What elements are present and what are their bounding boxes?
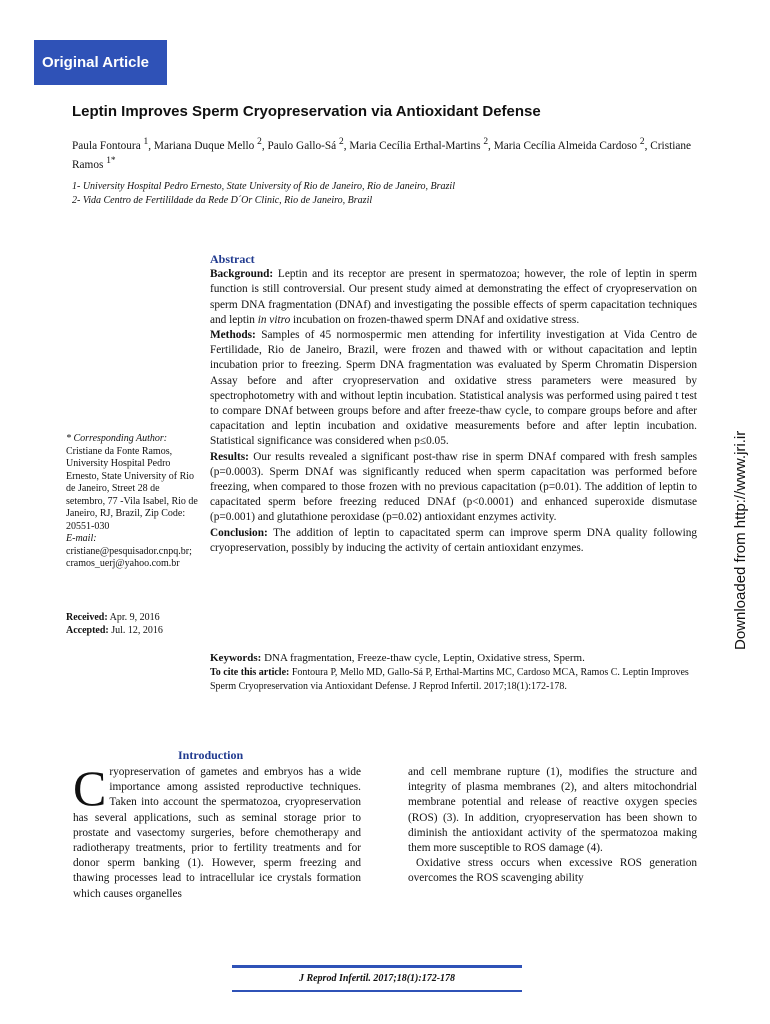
background-italic: in vitro: [257, 313, 291, 326]
author-affil-sup: 2: [483, 137, 489, 147]
corresponding-author: [66, 433, 198, 571]
abstract-background: [210, 267, 697, 328]
email-label: E-mail:: [66, 533, 97, 544]
conclusion-text: The addition of leptin to capacitated sperm can improve sperm DNA quality following cryopreservation, possibly by inducing the activity of certain antioxidant enzymes.: [210, 526, 697, 554]
background-text-cont: incubation on frozen-thawed sperm DNAf and oxidative stress.: [290, 313, 580, 326]
author-affil-sup: 2: [339, 137, 344, 147]
author-name: , Mariana Duque Mello: [148, 139, 255, 152]
keywords-text: DNA fragmentation, Freeze-thaw cycle, Leptin, Oxidative stress, Sperm.: [261, 652, 585, 664]
keywords: [210, 652, 697, 666]
corresponding-label: * Corresponding Author:: [66, 433, 168, 444]
abstract-results: [210, 450, 697, 526]
conclusion-label: Conclusion:: [210, 526, 268, 539]
intro-col1-text: ryopreservation of gametes and embryos has a wide importance among assisted reproductive techniques. Taken into account the spermatozoa, cryopreservation has several applications, such as seminal storage prior to prostate and vasectomy surgeries, before chemotherapy and radiotherapy treatments, prior to fertility treatments and for donor sperm banking (1). However, sperm freezing and thawing processes lead to intracellular ice crystals formation which causes organelles: [73, 766, 361, 900]
background-text: Leptin and its receptor are present in spermatozoa; however, the role of leptin in sperm function is still controversial. Our present study aimed at demonstrating the effect of cryopreservation on sperm DNA fragmentation (DNAf) and investigating the possible effects of sperm capacitation techniques and leptin: [210, 268, 697, 326]
author-affil-sup: 2: [257, 137, 262, 147]
affiliation-line: 2- Vida Centro de Fertilildade da Rede D´Or Clinic, Rio de Janeiro, Brazil: [72, 195, 373, 206]
methods-text: Samples of 45 normospermic men attending for infertility investigation at Vida Centro de Fertilidade, Rio de Janeiro, Brazil, were frozen and thawed with or without capacitation and leptin incubation prior to freezing. Sperm DNA fragmentation was evaluated by Sperm Chromatin Dispersion Assay before and after cryopreservation and oxidative stress parameters were measured by spectrophotometry with and without leptin incubation. Statistical analysis was performed using paired t test to compare DNAf between groups before and after freeze-thaw cycle, to compare groups before and after capacitation and leptin incubation and oxidative measurements before and after leptin incubation. Statistical significance was considered when p≤0.05.: [210, 329, 697, 448]
intro-col2-paragraph: Oxidative stress occurs when excessive ROS generation overcomes the ROS scavenging ability: [408, 857, 697, 885]
results-label: Results:: [210, 450, 249, 463]
affiliations: [72, 180, 455, 208]
received-value: Apr. 9, 2016: [107, 612, 160, 623]
author-name: Paula Fontoura: [72, 139, 141, 152]
intro-column-left: [73, 760, 361, 902]
accepted-value: Jul. 12, 2016: [108, 625, 163, 636]
intro-col2-paragraph: and cell membrane rupture (1), modifies the structure and integrity of plasma membranes (2), and alters mitochondrial membrane potential and release of reactive oxygen species (ROS) (3). In addition, cryopreservation has been shown to diminish the antioxidant activity of the spermatozoa making them more susceptible to ROS damage (4).: [408, 766, 697, 855]
background-label: Background:: [210, 268, 274, 281]
corresponding-address: Cristiane da Fonte Ramos, University Hospital Pedro Ernesto, State University of Rio de Janeiro, Street 28 de setembro, 77 -Vila Isabel, Rio de Janeiro, RJ, Brazil, Zip Code: 20551-030: [66, 445, 198, 532]
download-watermark: Downloaded from http://www.jri.ir: [732, 430, 749, 650]
citation: [210, 666, 697, 694]
journal-citation-footer: J Reprod Infertil. 2017;18(1):172-178: [298, 973, 456, 984]
author-affil-sup: 2: [639, 137, 645, 147]
author-affil-sup: 1: [143, 137, 149, 147]
received-label: Received:: [66, 612, 108, 623]
methods-label: Methods:: [210, 329, 256, 342]
footer-rule-top: [232, 965, 522, 968]
accepted-date: [66, 624, 206, 637]
author-name: , Paulo Gallo-Sá: [261, 139, 337, 152]
introduction-heading: Introduction: [178, 748, 244, 762]
author-name: , Maria Cecília Almeida Cardoso: [488, 139, 638, 152]
author-list: [72, 135, 712, 173]
cite-label: To cite this article:: [210, 666, 290, 678]
author-name: , Maria Cecília Erthal-Martins: [343, 139, 481, 152]
drop-cap: C: [73, 760, 107, 816]
keywords-label: Keywords:: [210, 652, 262, 664]
cite-text: Fontoura P, Mello MD, Gallo-Sá P, Erthal-Martins MC, Cardoso MCA, Ramos C. Leptin Improves Sperm Cryopreservation via Antioxidant Defense. J Reprod Infertil. 2017;18(1):172-178.: [210, 666, 689, 692]
received-date: [66, 611, 206, 624]
article-type-badge: Original Article: [34, 40, 167, 85]
email-addresses[interactable]: cristiane@pesquisador.cnpq.br; cramos_uerj@yahoo.com.br: [66, 545, 192, 569]
author-affil-sup: 1*: [106, 155, 116, 166]
article-title: Leptin Improves Sperm Cryopreservation via Antioxidant Defense: [72, 103, 541, 120]
abstract-conclusion: [210, 526, 697, 556]
article-dates: [66, 611, 206, 637]
affiliation-line: 1- University Hospital Pedro Ernesto, State University of Rio de Janeiro, Rio de Janeiro, Brazil: [72, 181, 455, 192]
intro-column-right: [408, 765, 697, 887]
footer-rule-bottom: [232, 990, 522, 992]
results-text: Our results revealed a significant post-thaw rise in sperm DNAf compared with fresh samples (p=0.0003). Sperm DNAf was significantly reduced when sperm capacitation was performed before freezing, when compared to those frozen with no previous capacitation (p=0.01). The addition of leptin to capacitated sperm before freezing reduced DNAf (p<0.0001) and enhanced superoxide dismutase (p=0.001) and glutathione peroxidase (p=0.02) antioxidant enzymes activity.: [210, 450, 697, 524]
author-name: , Cristiane Ramos: [72, 139, 692, 171]
keywords-block: [210, 652, 697, 694]
abstract: [210, 252, 697, 556]
abstract-methods: [210, 328, 697, 450]
accepted-label: Accepted:: [66, 625, 109, 636]
abstract-heading: Abstract: [210, 252, 255, 266]
